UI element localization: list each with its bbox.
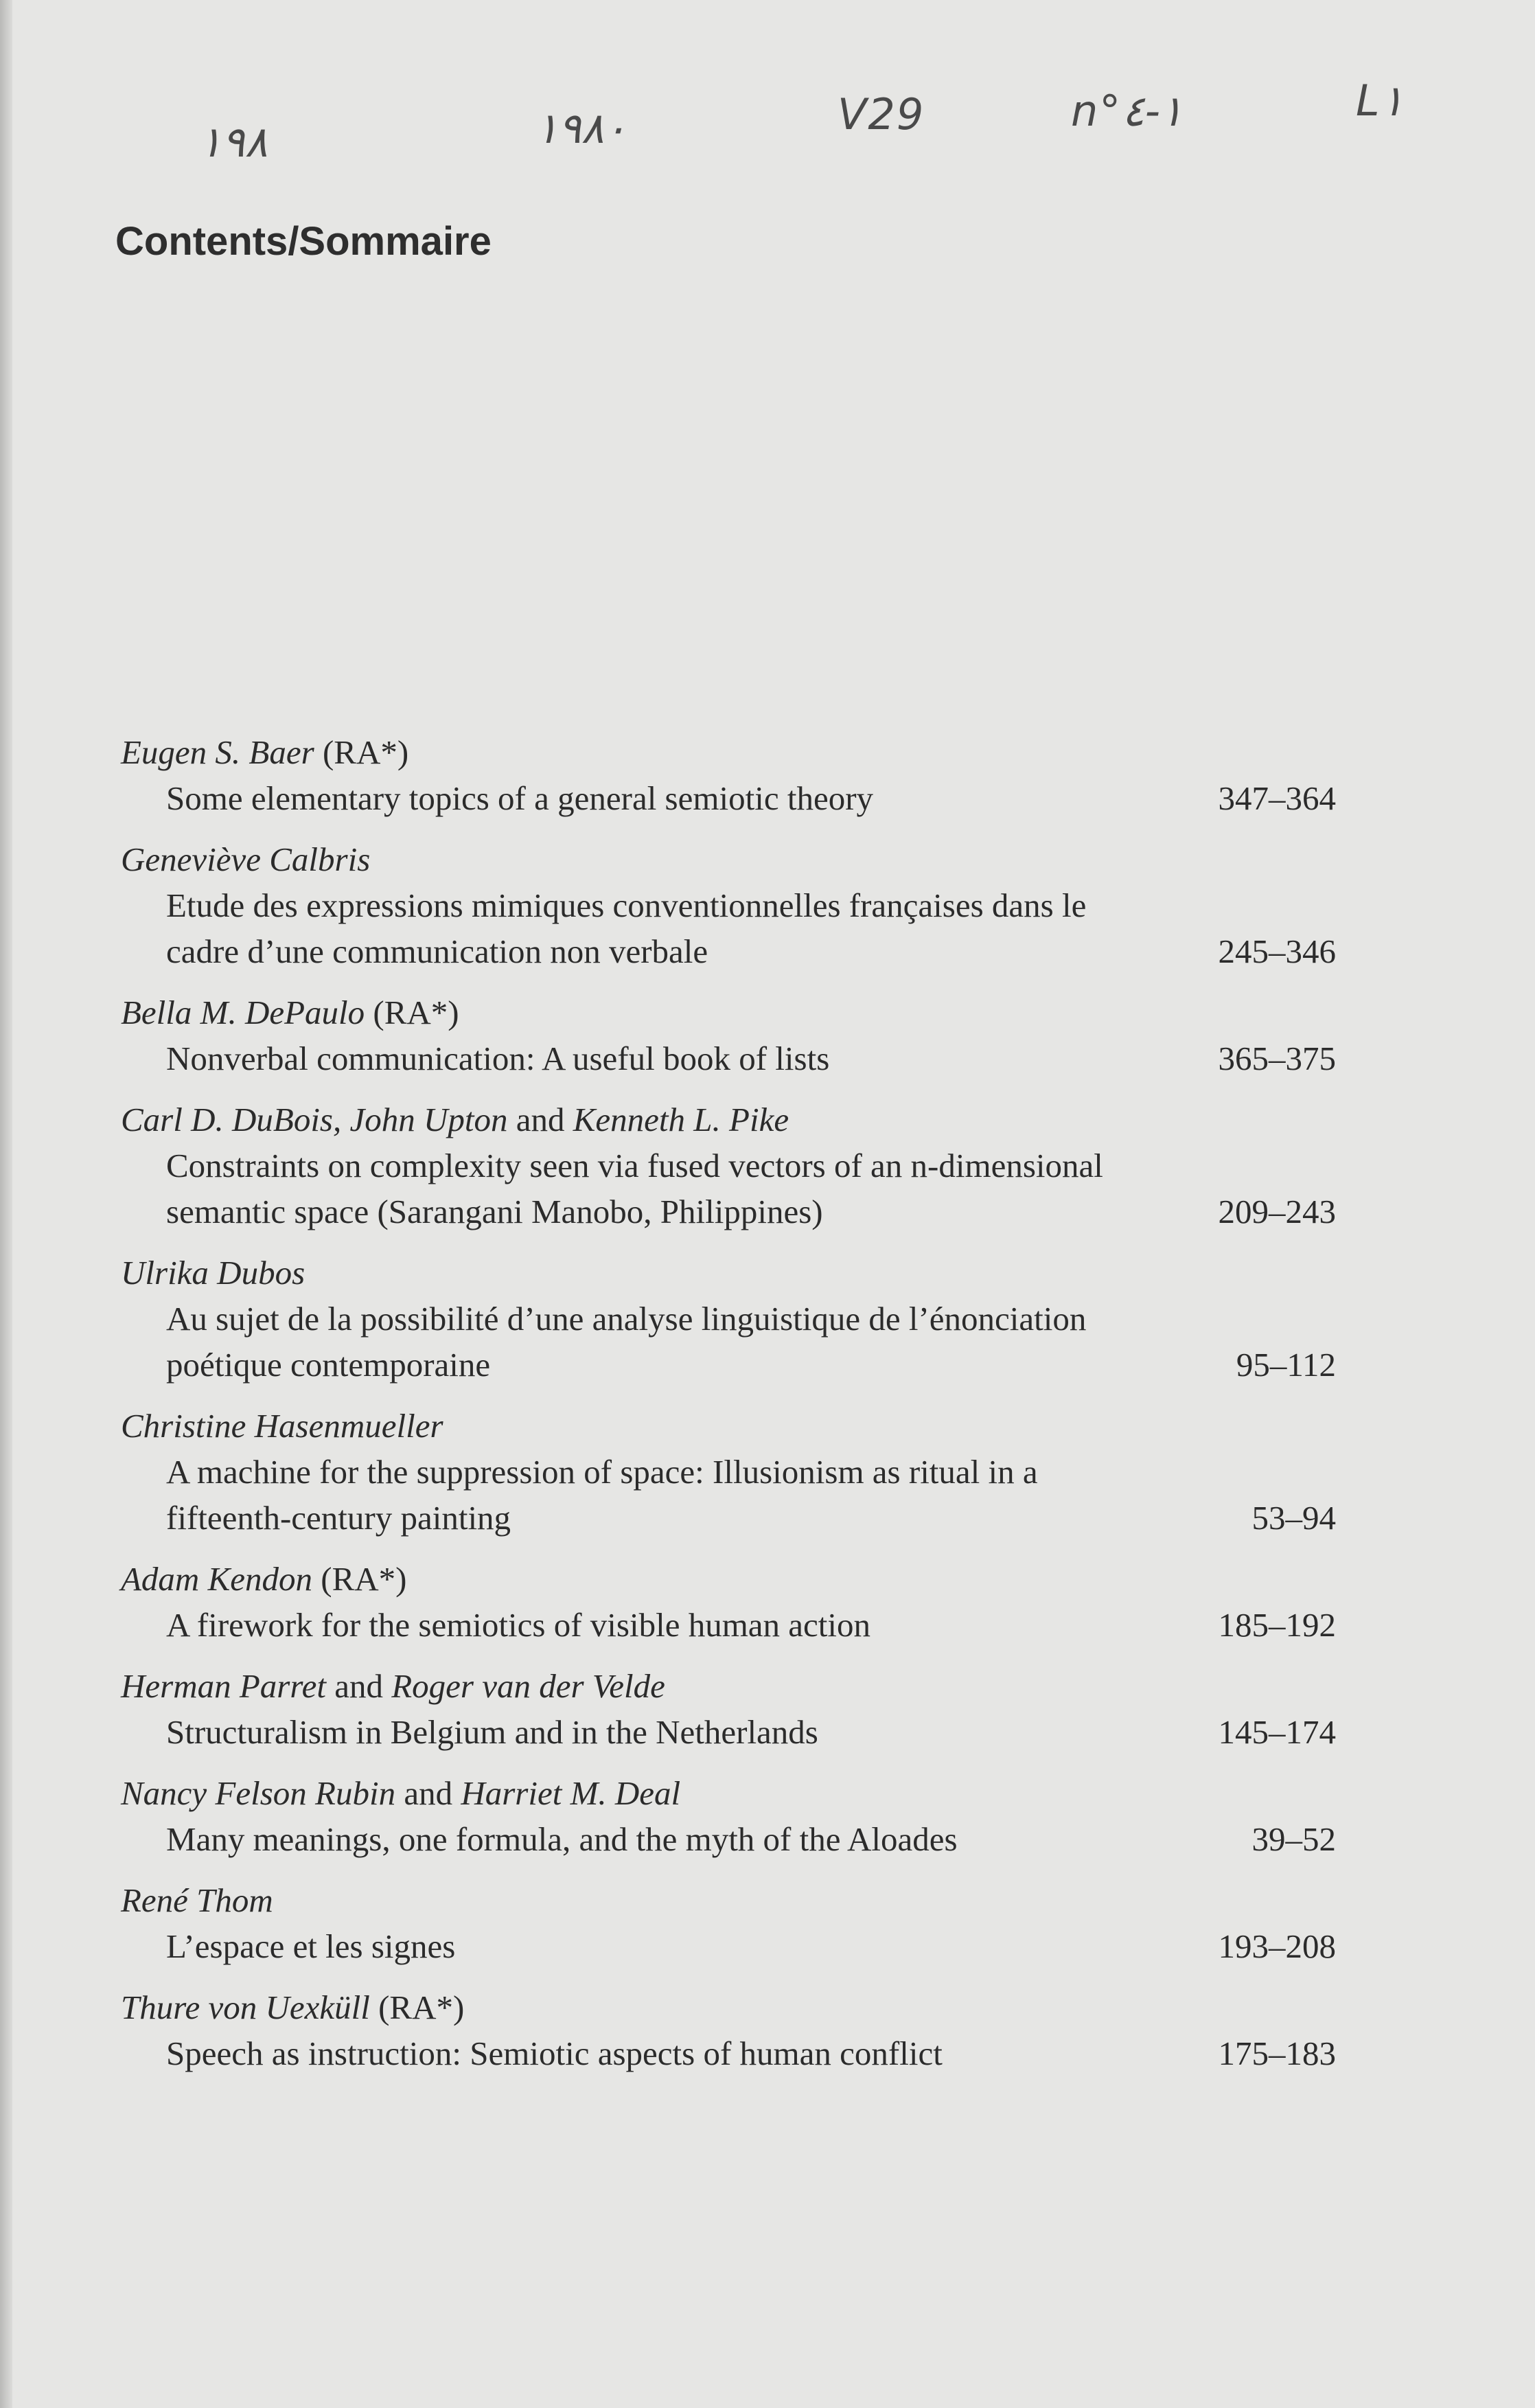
- article-title: Etude des expressions mimiques conventionnelles françaises dans le cadre d’une communication non verbale: [166, 886, 1087, 970]
- article-title: Many meanings, one formula, and the myth of the Aloades: [166, 1820, 958, 1858]
- author-name: Roger van der Velde: [391, 1667, 665, 1705]
- author-connector: and: [395, 1774, 461, 1812]
- toc-authors: [121, 1250, 1336, 1296]
- toc-authors: [121, 1556, 1336, 1602]
- article-title: Structuralism in Belgium and in the Netherlands: [166, 1713, 818, 1751]
- handwritten-mark: L١: [1356, 76, 1404, 126]
- toc-work: [121, 1816, 1336, 1862]
- contents-list: [121, 729, 1336, 2091]
- toc-work: [121, 775, 1336, 821]
- toc-authors: [121, 1403, 1336, 1449]
- article-title: Nonverbal communication: A useful book of lists: [166, 1040, 830, 1077]
- author-name: René Thom: [121, 1881, 273, 1919]
- page-range: 95–112: [1236, 1346, 1336, 1384]
- toc-entry: [121, 1250, 1336, 1388]
- toc-entry: [121, 729, 1336, 821]
- page-range: 193–208: [1218, 1927, 1336, 1965]
- toc-entry: [121, 1663, 1336, 1755]
- author-name: Christine Hasenmueller: [121, 1407, 443, 1445]
- author-name: Bella M. DePaulo: [121, 994, 365, 1031]
- toc-work: [121, 1602, 1336, 1648]
- page-range: 347–364: [1218, 779, 1336, 817]
- page-range: 185–192: [1218, 1606, 1336, 1644]
- toc-authors: [121, 1770, 1336, 1816]
- author-connector: and: [325, 1667, 392, 1705]
- author-connector: (RA*): [365, 994, 459, 1031]
- author-connector: (RA*): [369, 1988, 465, 2026]
- author-name: Kenneth L. Pike: [573, 1101, 789, 1138]
- toc-entry: [121, 1770, 1336, 1862]
- toc-authors: [121, 1097, 1336, 1143]
- author-name: Thure von Uexküll: [121, 1988, 370, 2026]
- handwritten-volume: V29: [838, 89, 925, 139]
- toc-work: [121, 1296, 1336, 1388]
- article-title: A machine for the suppression of space: Illusionism as ritual in a fifteenth-century painting: [166, 1453, 1038, 1537]
- toc-work: [121, 2030, 1336, 2076]
- article-title: A firework for the semiotics of visible human action: [166, 1606, 871, 1644]
- handwritten-year: ١٩٨٠: [535, 103, 627, 153]
- author-connector: (RA*): [314, 733, 409, 771]
- toc-work: [121, 1709, 1336, 1755]
- author-name: Harriet M. Deal: [461, 1774, 681, 1812]
- page-range: 175–183: [1218, 2034, 1336, 2072]
- author-name: Eugen S. Baer: [121, 733, 314, 771]
- toc-entry: [121, 836, 1336, 974]
- page-range: 53–94: [1251, 1499, 1336, 1537]
- article-title: Constraints on complexity seen via fused vectors of an n-dimensional semantic space (Sarangani Manobo, Philippines): [166, 1147, 1103, 1230]
- author-name: Nancy Felson Rubin: [121, 1774, 396, 1812]
- toc-authors: [121, 989, 1336, 1035]
- page-range: 245–346: [1218, 932, 1336, 970]
- author-name: Herman Parret: [121, 1667, 326, 1705]
- toc-work: [121, 882, 1336, 974]
- author-name: Adam Kendon: [121, 1560, 312, 1598]
- page-range: 39–52: [1251, 1820, 1336, 1858]
- page-range: 209–243: [1218, 1193, 1336, 1230]
- toc-authors: [121, 1877, 1336, 1923]
- article-title: Au sujet de la possibilité d’une analyse linguistique de l’énonciation poétique contemporaine: [166, 1300, 1087, 1384]
- toc-authors: [121, 729, 1336, 775]
- toc-work: [121, 1923, 1336, 1969]
- author-name: Carl D. DuBois, John Upton: [121, 1101, 508, 1138]
- page-title: Contents/Sommaire: [115, 219, 492, 264]
- handwritten-note: ١٩٨: [199, 117, 268, 167]
- toc-work: [121, 1143, 1336, 1235]
- page-range: 365–375: [1218, 1040, 1336, 1077]
- toc-work: [121, 1035, 1336, 1081]
- author-connector: (RA*): [312, 1560, 407, 1598]
- handwritten-issue: n°١-٤: [1071, 86, 1184, 136]
- author-name: Ulrika Dubos: [121, 1254, 305, 1292]
- author-name: Geneviève Calbris: [121, 840, 371, 878]
- toc-entry: [121, 1556, 1336, 1648]
- article-title: Speech as instruction: Semiotic aspects of human conflict: [166, 2034, 943, 2072]
- author-connector: and: [507, 1101, 573, 1138]
- handwritten-annotations: [0, 76, 1535, 167]
- article-title: Some elementary topics of a general semiotic theory: [166, 779, 874, 817]
- toc-entry: [121, 989, 1336, 1081]
- toc-entry: [121, 1097, 1336, 1235]
- article-title: L’espace et les signes: [166, 1927, 456, 1965]
- page-range: 145–174: [1218, 1713, 1336, 1751]
- toc-authors: [121, 1984, 1336, 2030]
- toc-entry: [121, 1877, 1336, 1969]
- toc-authors: [121, 1663, 1336, 1709]
- toc-authors: [121, 836, 1336, 882]
- toc-work: [121, 1449, 1336, 1541]
- toc-entry: [121, 1984, 1336, 2076]
- toc-entry: [121, 1403, 1336, 1541]
- book-spine-shadow: [0, 0, 12, 2408]
